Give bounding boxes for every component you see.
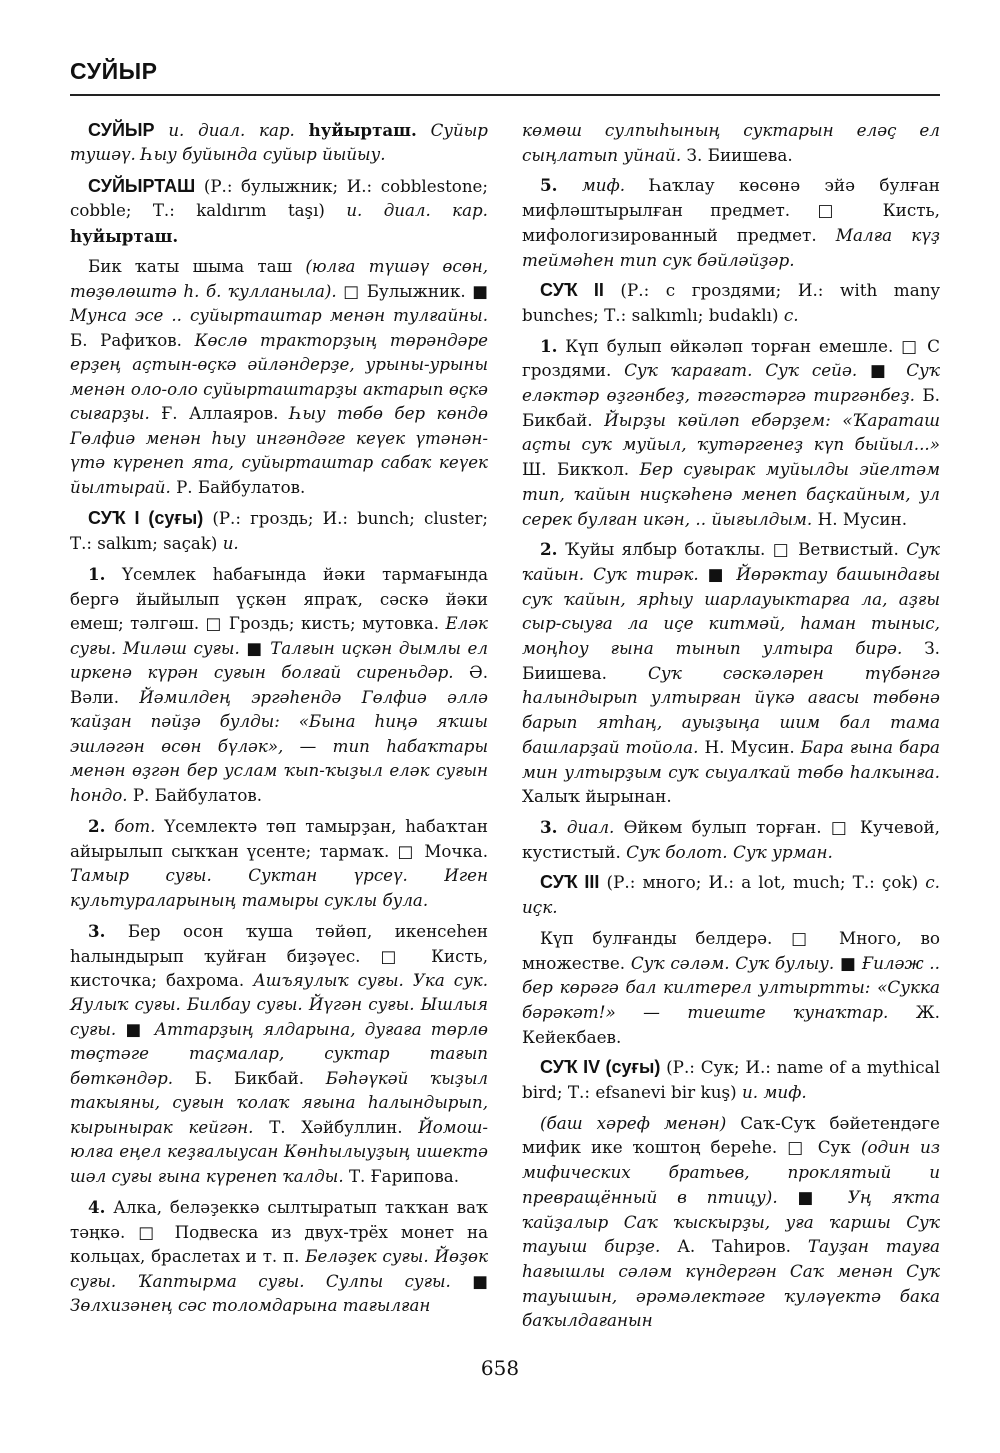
dictionary-entry bbox=[70, 506, 488, 556]
entry-text: Ҡуйы ялбыр ботаҡлы. □ Ветвистый. Суҡ ҡайын. Суҡ тирәк. ■ Йөрәктау башындағы суҡ ҡайын, ярһыу шарлауыктарға ла, аҙғы сыр-сыуға ла иҫе китмәй, һаман тыныс, моңһоу ғына тынып ултыра бирә. З. Биишева. Суҡ сәскәләрен түбәнгә һалындырып ултырған йүкә ағасы төбөнә барып ятһаң, ауыҙыңа шим бал тама башларҙай тойола. Н. Мусин. Бара ғына бара мин ултырҙым суҡ сыуалҡай төбө һалкынға. Халыҡ йырынан. bbox=[522, 539, 941, 807]
dictionary-entry bbox=[522, 870, 940, 919]
dictionary-entry bbox=[70, 174, 488, 249]
sense-paragraph bbox=[522, 334, 940, 532]
dictionary-entry bbox=[522, 278, 940, 327]
entry-text: миф. Һаҡлау көсөнә эйә булған мифләштырылған предмет. □ Кисть, мифологизированный предмет. Малға күҙ теймәһен тип сук бәйләйҙәр. bbox=[522, 175, 940, 270]
sense-number: 2. bbox=[540, 539, 558, 560]
sense-number: 2. bbox=[88, 816, 106, 837]
running-head: СУЙЫР bbox=[70, 58, 158, 84]
entry-text: (Р.: булыжник; И.: cobblestone; cobble; Т.: kaldırım taşı) и. диал. кар. һуйырташ. bbox=[70, 176, 488, 246]
entry-text: диал. Өйкөм булып торған. □ Кучевой, кустистый. Суҡ болот. Суҡ урман. bbox=[522, 816, 941, 862]
entry-text: Бер осон ҡуша төйөп, икенсеһен һалындырып ҡуйған биҙәүес. □ Кисть, кисточка; бахрома. Ашъяулыҡ суғы. Ука сук. Яулыҡ суғы. Билбау суғы. Йүгән суғы. Ышлыя суғы. ■ Аттарҙың ялдарына, дуғаға төрлө төҫтәге таҫмалар, суктар тағып бөткәндәр. Б. Бикбай. Бәһәүкәй ҡыҙыл такыяны, суғын ҡолаҡ яғына һалындырып, кырынырак кейгән. Т. Хәйбуллин. Йомош-юлға еңел кеҙғалыусан Көнһылыуҙың ишектә шәл суғы ғына күренеп ҡалды. Т. Ғарипова. bbox=[70, 922, 488, 1186]
entry-paragraph bbox=[522, 926, 940, 1050]
headword: СУҠ I (суғы) bbox=[88, 508, 204, 529]
headword: СУЙЫРТАШ bbox=[88, 175, 196, 196]
sense-paragraph bbox=[522, 815, 940, 864]
sense-paragraph bbox=[70, 562, 488, 808]
page-number: 658 bbox=[480, 1356, 520, 1380]
right-column bbox=[522, 118, 940, 1339]
sense-paragraph bbox=[522, 537, 940, 809]
entry-text: көмөш сулпыһының суктарын еләҫ ел сыңлатып уйнай. З. Биишева. bbox=[522, 120, 940, 165]
entry-paragraph bbox=[522, 118, 940, 167]
sense-number: 4. bbox=[88, 1197, 106, 1218]
headword: СУҠ II bbox=[540, 280, 604, 301]
sense-number: 3. bbox=[540, 816, 558, 837]
entry-text: Күп булғанды белдерә. □ Много, во множестве. Суҡ сәләм. Суҡ булыу. ■ Ғиләж .. бер көрәгә бал килтерел ултыртты: «Сукка бәрәкәт!» — тиеште ҡунаҡтар. Ж. Кейекбаев. bbox=[522, 927, 940, 1047]
entry-paragraph bbox=[522, 1111, 940, 1333]
entry-text: бот. Үсемлектә төп тамырҙан, һабаҡтан айырылып сыҡҡан үсенте; тармаҡ. □ Мочка. Тамыр суғы. Суктан үрсеү. Иген культураларының тамыры суклы була. bbox=[70, 817, 488, 910]
headword: СУҠ IV (суғы) bbox=[540, 1057, 661, 1078]
left-column bbox=[70, 118, 488, 1325]
sense-paragraph bbox=[70, 814, 488, 913]
dictionary-entry bbox=[522, 1055, 940, 1104]
sense-number: 3. bbox=[88, 921, 106, 942]
headword: СУЙЫР bbox=[88, 120, 155, 140]
entry-text: (баш хәреф менән) Саҡ-Суҡ бәйетендәге мифик ике ҡоштоң береһе. □ Сук (один из мифических братьев, проклятый и превращённый в птицу). ■ Уң яҡта ҡайҙалыр Саҡ ҡыскырҙы, уға ҡаршы Суҡ тауыш бирҙе. А. Таһиров. Тауҙан тауға һағышлы сәләм күндергән Саҡ менән Суҡ тауышын, әрәмәлектәге ҡуләүектә бака баҡылдағанын bbox=[522, 1112, 940, 1331]
sense-paragraph bbox=[70, 1195, 488, 1318]
entry-text: и. диал. кар. һуйырташ. Суйыр тушәү. Һыу буйында суйыр йыйыу. bbox=[70, 120, 488, 165]
entry-text: Алка, беләҙеккә сылтыратып таҡҡан ваҡ тәңкә. □ Подвеска из двух-трёх монет на кольцах, браслетах и т. п. Беләҙек суғы. Йөҙөк суғы. Ҡаптырма суғы. Сулпы суғы. ■ Зөлхизәнең сәс толомдарына тағылған bbox=[70, 1198, 489, 1316]
header-rule bbox=[70, 94, 940, 96]
entry-text: Күп булып өйкәләп торған емешле. □ С гроздями. Суҡ ҡарағат. Суҡ сейә. ■ Суҡ еләктәр өҙгәнбеҙ, тәгәстәргә тиргәнбеҙ. Б. Бикбай. Йырҙы көйләп ебәрҙем: «Ҡараташ аҫты суҡ муйыл, ҡутәргенеҙ күп быйыл...» Ш. Бикҡол. Бер суғырак муйылды эйелтәм тип, ҡайын ниҫкәһенә менеп баҫкайным, ул серек булған икән, .. йығылдым. Н. Мусин. bbox=[522, 335, 940, 529]
sense-number: 5. bbox=[540, 175, 558, 196]
entry-text: Бик ҡаты шыма таш (юлға түшәү өсөн, төҙөлөштә һ. б. ҡулланыла). □ Булыжник. ■ Мунса эсе .. суйырташтар менән тулғайны. Б. Рафиҡов. Көслө тракторҙың төрәндәре ерҙең аҫтын-өҫкә әйләндерҙе, урыны-урыны менән оло-оло суйырташтарҙы актарып өҫкә сығарҙы. Ғ. Аллаяров. Һыу төбө бер көндө Гөлфиә менән һыу ингәндәге кеүек үтәнән-үтә күренеп ята, суйырташтар сабаҡ кеүек йылтырай. Р. Байбулатов. bbox=[70, 257, 489, 497]
entry-paragraph bbox=[70, 255, 488, 500]
sense-paragraph bbox=[522, 173, 940, 272]
sense-paragraph bbox=[70, 919, 488, 1189]
dictionary-entry bbox=[70, 118, 488, 168]
entry-text: (Р.: много; И.: a lot, much; Т.: çok) с. иҫк. bbox=[522, 872, 940, 918]
entry-text: (Р.: с гроздями; И.: with many bunches; Т.: salkımlı; budaklı) с. bbox=[522, 280, 940, 325]
entry-text: Үсемлек һабағында йәки тармағында бергә йыйылып үҫкән япраҡ, сәскә йәки емеш; тәлгәш. □ Гроздь; кисть; мутовка. Еләк суғы. Миләш суғы. ■ Талғын иҫкән дымлы ел иркенә күрән суғын болғай сиреньдәр. Ә. Вәли. Йәмилдең эргәһендә Гөлфиә әллә ҡайҙан пәйҙә булды: «Бына һиңә яҡшы эшләгән өсөн бүләк», — тип һабаҡтары менән өҙгән бер услам ҡып-ҡыҙыл еләк суғын һондо. Р. Байбулатов. bbox=[70, 565, 488, 805]
entry-text: (Р.: Сук; И.: name of a mythical bird; Т.: efsanevi bir kuş) и. миф. bbox=[522, 1057, 940, 1103]
sense-number: 1. bbox=[540, 335, 558, 356]
entry-text: (Р.: гроздь; И.: bunch; cluster; Т.: salkım; saçak) и. bbox=[70, 509, 488, 553]
headword: СУҠ III bbox=[540, 872, 600, 893]
sense-number: 1. bbox=[88, 564, 106, 585]
